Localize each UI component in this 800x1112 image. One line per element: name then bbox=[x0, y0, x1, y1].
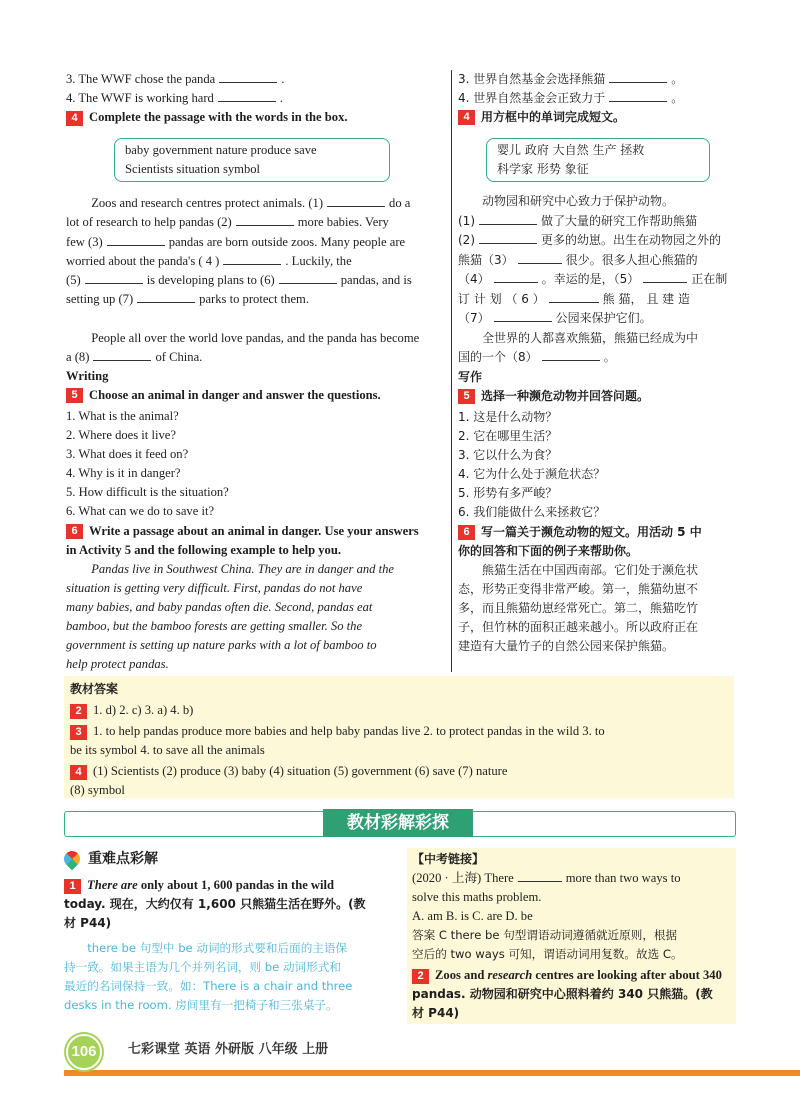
left-q3: 3. The WWF chose the panda . bbox=[66, 72, 285, 86]
right-example: 熊猫生活在中国西南部。它们处于濒危状 态，形势正变得非常严峻。第一，熊猫幼崽不 多，而且熊猫幼崽经常死亡。第二，熊猫吃竹 子，但竹林的面积正越来越小。所以政府正在 建造有大量竹子的自然公园来保护熊猫。 bbox=[458, 562, 699, 653]
exam-link: 【中考链接】 (2020 · 上海) There more than two ways to solve this maths problem. A. am B. is C. are D. be 答案 C there be 句型谓语动词遵循就近原则，根据 空后的 two ways 可知，谓语动词用复数。故选 C。 2 Zoos and research centres are looking after about 340 pandas. 动物园和研究中心照料着约 340 只熊猫。(教 材 P44) bbox=[407, 848, 736, 1024]
key-points: 重难点彩解 1 There are only about 1, 600 pandas in the wild today. 现在，大约仅有 1,600 只熊猫生活在野外。(教 材 P44) there be 句型中 be 动词的形式要和后面的主语保 持一致。如果主语为几个并列名词，则 be 动词形式和 最近的名词保持一致。如：There is a chair and three desks in the room. 房间里有一把椅子和三张桌子。 bbox=[64, 850, 402, 1008]
page-number: 106 bbox=[66, 1034, 102, 1070]
left-passage: Zoos and research centres protect animals. (1) do a lot of research to help pandas (2) more babies. Very few (3) pandas are born outside zoos. Many people are worried about the panda's ( 4 ) . Luckily, the (5) is developing plans to (6) pandas, and is setting up (7) parks to protect them. bbox=[66, 196, 412, 307]
grammar-note: there be 句型中 be 动词的形式要和后面的主语保 持一致。如果主语为几个并列名词，则 be 动词形式和 最近的名词保持一致。如：There is a chair and three desks in the room. 房间里有一把椅子和三张桌子。 bbox=[64, 941, 353, 1012]
answers-title: 教材答案 bbox=[70, 682, 119, 696]
right-writing-heading: 写作 bbox=[458, 369, 483, 384]
left-activity4-heading: 4 Complete the passage with the words in the box. bbox=[66, 108, 446, 130]
location-pin-icon bbox=[64, 850, 83, 870]
right-passage: 动物园和研究中心致力于保护动物。 (1) 做了大量的研究工作帮助熊猫 (2) 更多的幼崽。出生在动物园之外的 熊猫（3） 很少。很多人担心熊猫的 （4） 。幸运的是，（5） 正在制 订 计 划 （ 6 ） 熊 猫， 且 建 造 （7） 公园来保护它们。 全世界的人都喜欢熊猫，熊猫已经成为中 国的一个（8） 。 bbox=[458, 194, 728, 364]
right-activity5-heading: 5 选择一种濒危动物并回答问题。 bbox=[458, 387, 738, 408]
left-q4: 4. The WWF is working hard . bbox=[66, 91, 283, 105]
textbook-answers: 教材答案 2 1. d) 2. c) 3. a) 4. b) 3 1. to help pandas produce more babies and help baby pandas live 2. to protect pandas in the wild 3. to be its symbol 4. to save all the animals 4 (1) Scientists (2) produce (3) baby (4) situation (5) government (6) save (7) nature (8) symbol bbox=[64, 676, 734, 798]
exam-link-title: 【中考链接】 bbox=[412, 852, 485, 866]
left-column bbox=[66, 70, 446, 674]
footer-rule bbox=[64, 1070, 800, 1076]
right-activity4-heading: 4 用方框中的单词完成短文。 bbox=[458, 108, 738, 130]
left-questions: 1. What is the animal? 2. Where does it live? 3. What does it feed on? 4. Why is it in danger? 5. How difficult is the situation? 6. What can we do to save it? bbox=[66, 408, 229, 518]
banner-title: 教材彩解彩探 bbox=[323, 809, 473, 837]
left-activity5-heading: 5 Choose an animal in danger and answer the questions. bbox=[66, 386, 446, 407]
left-word-box: baby government nature produce save Scientists situation symbol bbox=[114, 138, 390, 182]
left-writing-heading: Writing bbox=[66, 368, 109, 383]
left-example: Pandas live in Southwest China. They are in danger and the situation is getting very difficult. First, pandas do not have many babies, and baby pandas often die. Second, pandas eat bamboo, but the bamboo forests are getting smaller. So the government is setting up nature parks with a lot of bamboo to help protect pandas. bbox=[66, 561, 394, 671]
blank[interactable] bbox=[219, 71, 277, 83]
activity-number-badge: 4 bbox=[66, 111, 83, 126]
right-column: 3. 世界自然基金会选择熊猫 。 4. 世界自然基金会正致力于 。 4 用方框中的单词完成短文。 婴儿 政府 大自然 生产 拯救 科学家 形势 象征 动物园和研究中心致力于保护动物。 (1) 做了大量的研究工作帮助熊猫 (2) 更多的幼崽。出生在动物园之外的 熊猫（3） 很少。很多人担心熊猫的 （4） 。幸运的是，（5） 正在制 订 计 划 （ 6 ） 熊 猫， 且 建 造 （7） 公园来保护它们。 全世界的人都喜欢熊猫，熊猫已经成为中 国的一个（8） 。 写作 5 选择一种濒危动物并回答问题。 1. 这是什么动物？ 2. 它在哪里生活？ 3. 它以什么为食？ 4. 它为什么处于濒危状态？ 5. 形势有多严峻？ 6. 我们能做什么来拯救它？ 6 写一篇关于濒危动物的短文。用活动 5 中 你的回答和下面的例子来帮助你。 熊猫生活在中国西南部。它们处于濒危状 态，形势正变得非常严峻。第一，熊猫幼崽不 多，而且熊猫幼崽经常死亡。第二，熊猫吃竹 子，但竹林的面积正越来越小。所以政府正在 建造有大量竹子的自然公园来保护熊猫。 bbox=[458, 70, 738, 656]
column-divider bbox=[451, 70, 452, 672]
left-activity6-heading: 6 Write a passage about an animal in danger. Use your answers in Activity 5 and the following example to help you. bbox=[66, 523, 419, 557]
section-banner bbox=[64, 811, 736, 837]
right-questions: 1. 这是什么动物？ 2. 它在哪里生活？ 3. 它以什么为食？ 4. 它为什么处于濒危状态？ 5. 形势有多严峻？ 6. 我们能做什么来拯救它？ bbox=[458, 409, 606, 519]
footer-title: 七彩课堂 英语 外研版 八年级 上册 bbox=[128, 1042, 329, 1057]
right-word-box: 婴儿 政府 大自然 生产 拯救 科学家 形势 象征 bbox=[486, 138, 710, 182]
left-passage-2: People all over the world love pandas, and the panda has become a (8) of China. bbox=[66, 330, 420, 364]
right-activity6-heading: 6 写一篇关于濒危动物的短文。用活动 5 中 你的回答和下面的例子来帮助你。 bbox=[458, 524, 702, 558]
blank[interactable] bbox=[218, 90, 276, 102]
